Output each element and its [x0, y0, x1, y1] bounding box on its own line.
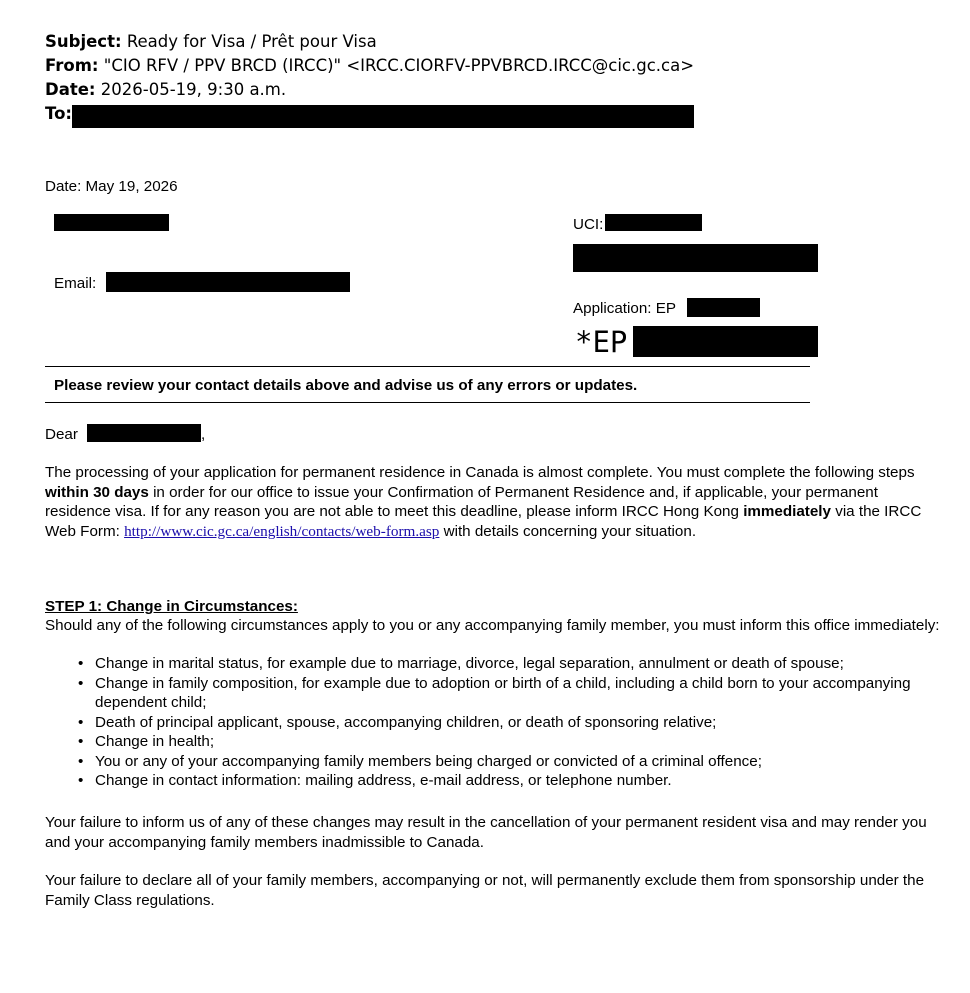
- review-notice: Please review your contact details above and advise us of any errors or updates.: [54, 377, 638, 394]
- subject-value: Ready for Visa / Prêt pour Visa: [126, 32, 377, 51]
- letter-date: Date: May 19, 2026: [45, 178, 178, 195]
- immediately-text: immediately: [743, 503, 831, 520]
- step1-lead: Should any of the following circumstances apply to you or any accompanying family member, you must inform this office immediately:: [45, 617, 940, 634]
- application-label: Application: EP: [573, 300, 676, 317]
- list-item: [77, 771, 937, 791]
- list-item-text: You or any of your accompanying family members being charged or convicted of a criminal offence;: [95, 752, 762, 770]
- deadline-text: within 30 days: [45, 483, 149, 501]
- barcode-text: *EP: [575, 325, 628, 359]
- intro-text-3: via the IRCC Web Form:: [45, 503, 922, 540]
- list-item-text: Change in health;: [95, 733, 215, 750]
- list-item-text: Death of principal applicant, spouse, accompanying children, or death of sponsoring relative;: [95, 713, 717, 731]
- barcode-redaction: [633, 326, 818, 357]
- intro-paragraph: [45, 463, 945, 541]
- intro-text-4: with details concerning your situation.: [443, 522, 697, 540]
- to-redaction: [72, 105, 694, 128]
- date-value: 2026-05-19, 9:30 a.m.: [100, 80, 287, 99]
- to-label: To:: [45, 104, 72, 123]
- from-label: From:: [45, 56, 99, 75]
- email-subject-line: [45, 30, 377, 53]
- failure-inform-paragraph: Your failure to inform us of any of these changes may result in the cancellation of your permanent resident visa and may render you and your accompanying family members inadmissible to Canada.: [45, 814, 927, 851]
- uci-label: UCI:: [573, 216, 604, 233]
- email-date-line: [45, 78, 286, 101]
- intro-text-2: in order for our office to issue your Confirmation of Permanent Residence and, if applicable, your permanent residence visa. If for any reason you are not able to meet this deadline, please inform IRCC Hong Kong: [45, 483, 878, 520]
- salutation-suffix: ,: [201, 426, 206, 443]
- bullet-icon: •: [78, 733, 84, 750]
- uci-redaction: [605, 214, 702, 231]
- web-form-link[interactable]: http://www.cic.gc.ca/english/contacts/web-form.asp: [124, 522, 440, 540]
- list-item-text: Change in marital status, for example due to marriage, divorce, legal separation, annulment or death of spouse;: [95, 655, 844, 672]
- email-to-line: [45, 102, 72, 125]
- list-item: [77, 674, 937, 713]
- email-redaction: [106, 272, 350, 292]
- step1-heading: STEP 1: Change in Circumstances:: [45, 598, 298, 615]
- email-label: Email:: [54, 275, 97, 292]
- bullet-icon: •: [78, 713, 84, 731]
- address-redaction: [573, 244, 818, 272]
- notice-top-rule: [45, 366, 810, 367]
- salutation-name-redaction: [87, 424, 201, 442]
- date-label: Date:: [45, 80, 96, 99]
- notice-bottom-rule: [45, 402, 810, 403]
- failure-declare-paragraph: Your failure to declare all of your family members, accompanying or not, will permanently exclude them from sponsorship under the Family Class regulations.: [45, 872, 925, 909]
- bullet-icon: •: [78, 655, 84, 672]
- bullet-icon: •: [78, 772, 84, 789]
- circumstances-list: [77, 654, 937, 791]
- intro-text-1: The processing of your application for permanent residence in Canada is almost complete. You must complete the following steps: [45, 464, 915, 481]
- list-item: [77, 752, 937, 772]
- recipient-name-redaction: [54, 214, 169, 231]
- application-number-redaction: [687, 298, 760, 317]
- email-from-line: [45, 54, 694, 77]
- list-item-text: Change in contact information: mailing address, e-mail address, or telephone number.: [95, 772, 672, 789]
- list-item-text: Change in family composition, for example due to adoption or birth of a child, including a child born to your accompanying dependent child;: [95, 674, 911, 711]
- salutation-prefix: Dear: [45, 426, 78, 443]
- list-item: [77, 654, 937, 674]
- bullet-icon: •: [78, 752, 84, 770]
- bullet-icon: •: [78, 674, 84, 692]
- list-item: [77, 713, 937, 733]
- list-item: [77, 732, 937, 752]
- subject-label: Subject:: [45, 32, 122, 51]
- from-value: "CIO RFV / PPV BRCD (IRCC)" <IRCC.CIORFV-PPVBRCD.IRCC@cic.gc.ca>: [103, 56, 695, 75]
